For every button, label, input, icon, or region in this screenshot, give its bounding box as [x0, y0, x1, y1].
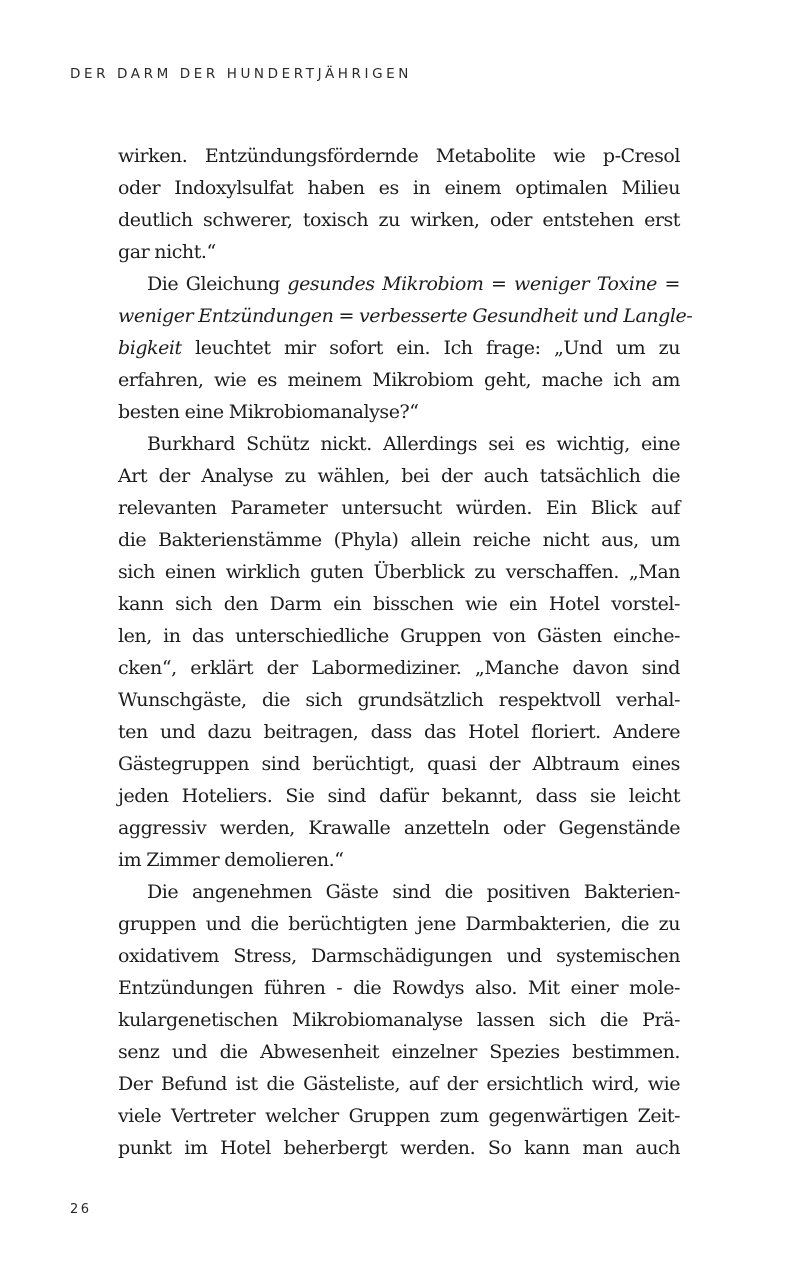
text-line: besten eine Mikrobiomanalyse?“	[118, 401, 419, 423]
equation-text: gesundes Mikrobiom = weniger Toxine =	[287, 273, 680, 295]
running-head: DER DARM DER HUNDERTJÄHRIGEN	[70, 66, 412, 82]
page-number: 26	[70, 1202, 92, 1217]
text-line: Entzündungen führen - die Rowdys also. Mit einer mole-	[118, 977, 680, 999]
text-line: ten und dazu beitragen, dass das Hotel floriert. Andere	[118, 721, 680, 743]
text-line: oder Indoxylsulfat haben es in einem optimalen Milieu	[118, 177, 680, 199]
text-line: Art der Analyse zu wählen, bei der auch tatsächlich die	[118, 465, 680, 487]
text-line: senz und die Abwesenheit einzelner Spezies bestimmen.	[118, 1041, 680, 1063]
text-line: kulargenetischen Mikrobiomanalyse lassen sich die Prä-	[118, 1009, 680, 1031]
text-line: cken“, erklärt der Labormediziner. „Manche davon sind	[118, 657, 680, 679]
text-line	[118, 332, 680, 364]
text-line: wirken. Entzündungsfördernde Metabolite wie p-Cresol	[118, 145, 680, 167]
text-line: die Bakterienstämme (Phyla) allein reiche nicht aus, um	[118, 529, 680, 551]
equation-text: weniger Entzündungen = verbesserte Gesundheit und Langle-	[118, 305, 693, 327]
text-line: erfahren, wie es meinem Mikrobiom geht, mache ich am	[118, 369, 680, 391]
text-line: Gästegruppen sind berüchtigt, quasi der Albtraum eines	[118, 753, 680, 775]
body-text	[118, 140, 693, 1164]
text-span: leuchtet mir sofort ein. Ich frage: „Und um zu	[181, 337, 680, 359]
text-line: len, in das unterschiedliche Gruppen von Gästen einche-	[118, 625, 680, 647]
text-line: jeden Hoteliers. Sie sind dafür bekannt, dass sie leicht	[118, 785, 680, 807]
text-line: viele Vertreter welcher Gruppen zum gegenwärtigen Zeit-	[118, 1105, 680, 1127]
text-line: aggressiv werden, Krawalle anzetteln oder Gegenstände	[118, 817, 680, 839]
text-line: gar nicht.“	[118, 241, 216, 263]
text-span: Die Gleichung	[147, 273, 288, 295]
text-line: relevanten Parameter untersucht würden. Ein Blick auf	[118, 497, 680, 519]
text-line: kann sich den Darm ein bisschen wie ein Hotel vorstel-	[118, 593, 680, 615]
text-line: punkt im Hotel beherbergt werden. So kann man auch	[118, 1137, 680, 1159]
text-line: Wunschgäste, die sich grundsätzlich respektvoll verhal-	[118, 689, 680, 711]
text-line: sich einen wirklich guten Überblick zu verschaffen. „Man	[118, 561, 680, 583]
text-line	[118, 268, 680, 300]
equation-text: bigkeit	[118, 337, 182, 359]
text-line: Burkhard Schütz nickt. Allerdings sei es wichtig, eine	[147, 433, 680, 455]
text-line: Die angenehmen Gäste sind die positiven Bakterien-	[147, 881, 680, 903]
text-line: oxidativem Stress, Darmschädigungen und systemischen	[118, 945, 680, 967]
text-line: im Zimmer demolieren.“	[118, 849, 344, 871]
text-line: Der Befund ist die Gästeliste, auf der ersichtlich wird, wie	[118, 1073, 680, 1095]
text-line: gruppen und die berüchtigten jene Darmbakterien, die zu	[118, 913, 680, 935]
text-line: deutlich schwerer, toxisch zu wirken, oder entstehen erst	[118, 209, 680, 231]
